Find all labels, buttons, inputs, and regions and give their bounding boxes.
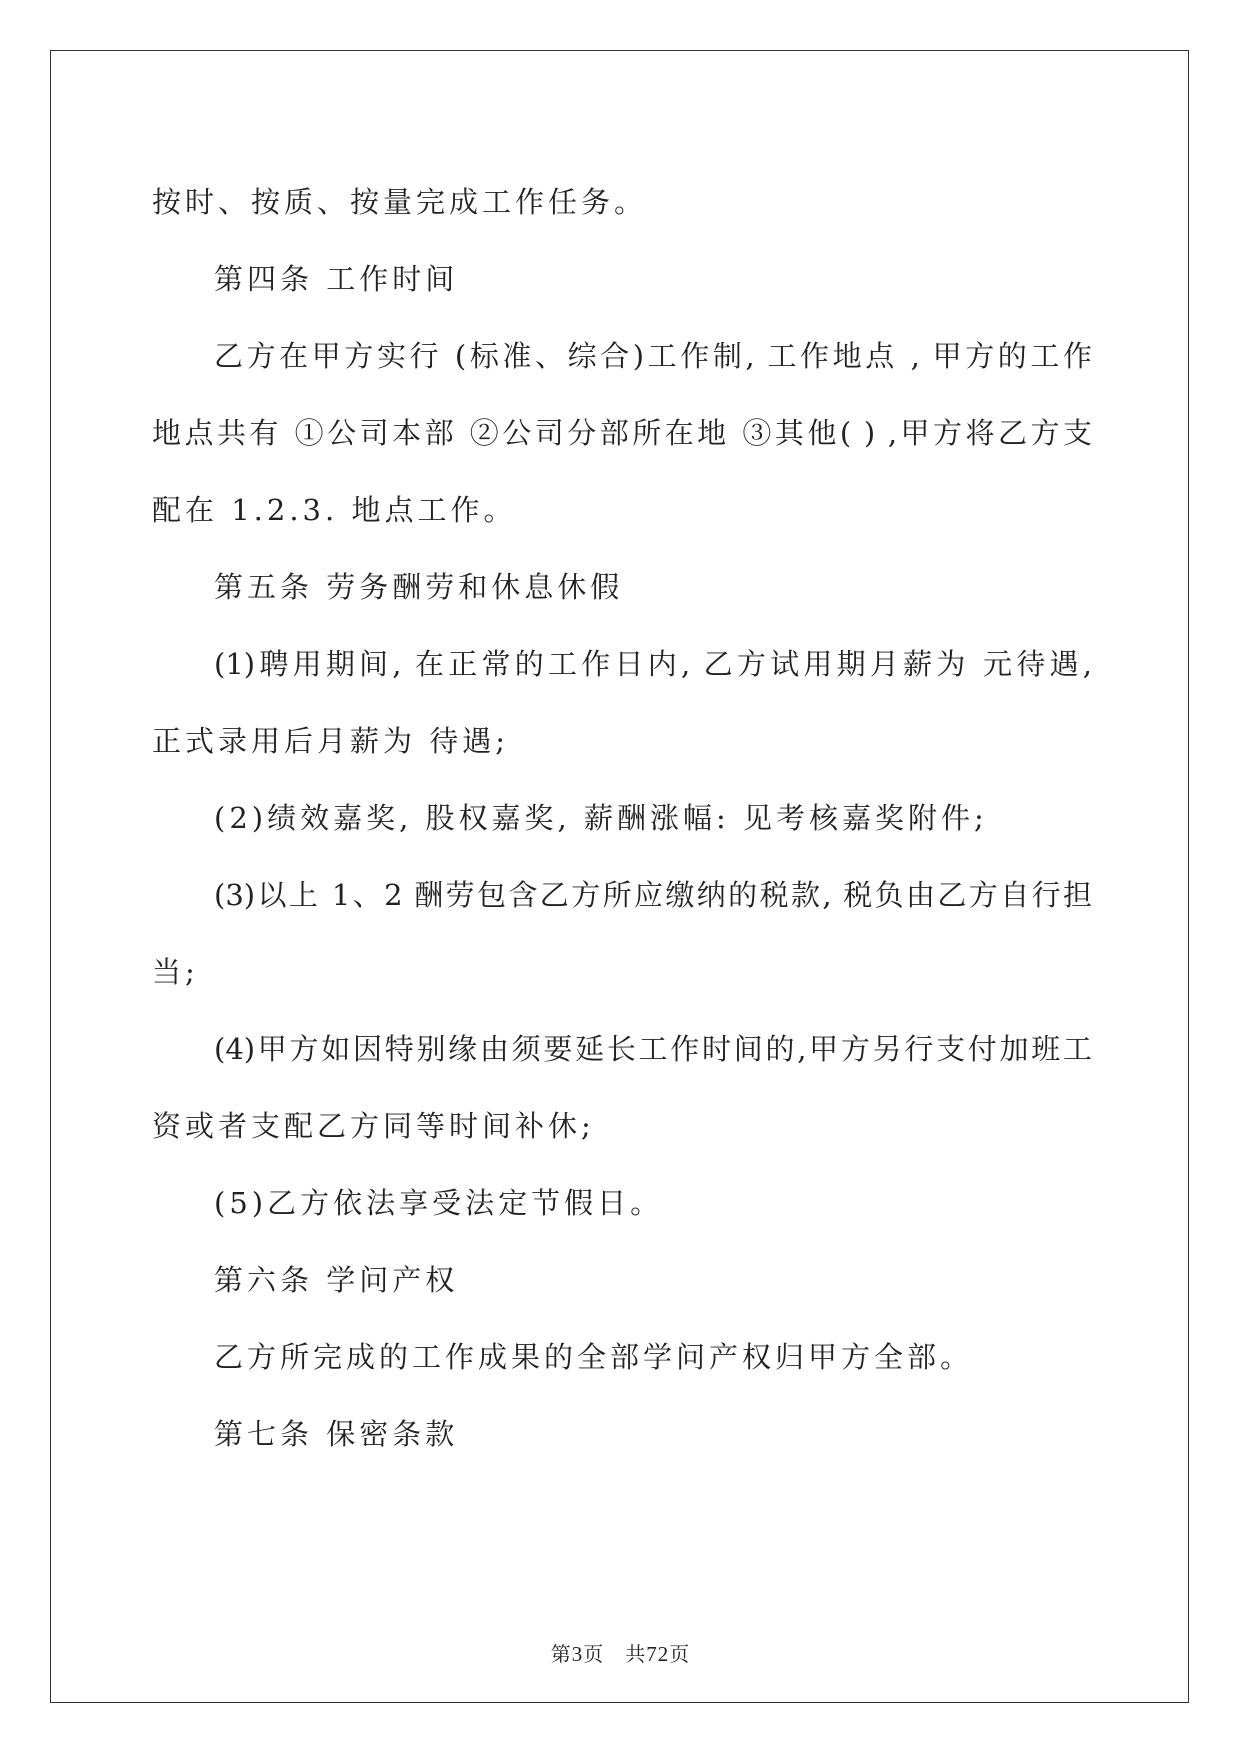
paragraph-line: 正式录用后月薪为 待遇;: [152, 724, 509, 758]
paragraph-line: (3)以上 1、2 酬劳包含乙方所应缴纳的税款, 税负由乙方自行担: [214, 878, 1092, 912]
paragraph-line: (1)聘用期间, 在正常的工作日内, 乙方试用期月薪为 元待遇,: [214, 647, 1092, 681]
section-heading-4: 第四条 工作时间: [214, 262, 459, 296]
paragraph-line: 资或者支配乙方同等时间补休;: [152, 1109, 595, 1143]
footer-prefix: 第: [550, 1642, 572, 1666]
section-heading-7: 第七条 保密条款: [214, 1417, 459, 1451]
paragraph-line: 乙方所完成的工作成果的全部学问产权归甲方全部。: [214, 1340, 974, 1374]
paragraph-line: 地点共有 ①公司本部 ②公司分部所在地 ③其他( ) ,甲方将乙方支: [152, 416, 1092, 450]
section-heading-5: 第五条 劳务酬劳和休息休假: [214, 570, 624, 604]
paragraph-line: 配在 1.2.3. 地点工作。: [152, 493, 517, 527]
paragraph-line: 当;: [152, 955, 199, 989]
paragraph-line: (2)绩效嘉奖, 股权嘉奖, 薪酬涨幅: 见考核嘉奖附件;: [214, 801, 988, 835]
paragraph-line: 按时、按质、按量完成工作任务。: [152, 185, 648, 219]
paragraph-line: (5)乙方依法享受法定节假日。: [214, 1186, 664, 1220]
paragraph-line: 乙方在甲方实行 (标准、综合)工作制, 工作地点 , 甲方的工作: [214, 339, 1092, 373]
paragraph-line: (4)甲方如因特别缘由须要延长工作时间的,甲方另行支付加班工: [214, 1032, 1092, 1066]
total-pages: 72: [646, 1642, 670, 1666]
section-heading-6: 第六条 学问产权: [214, 1263, 459, 1297]
footer-mid: 页 共: [583, 1642, 647, 1666]
page-number: 3: [571, 1642, 584, 1666]
document-body: [152, 164, 1092, 1473]
footer-suffix: 页: [669, 1642, 691, 1666]
page-footer: [0, 1638, 1241, 1667]
